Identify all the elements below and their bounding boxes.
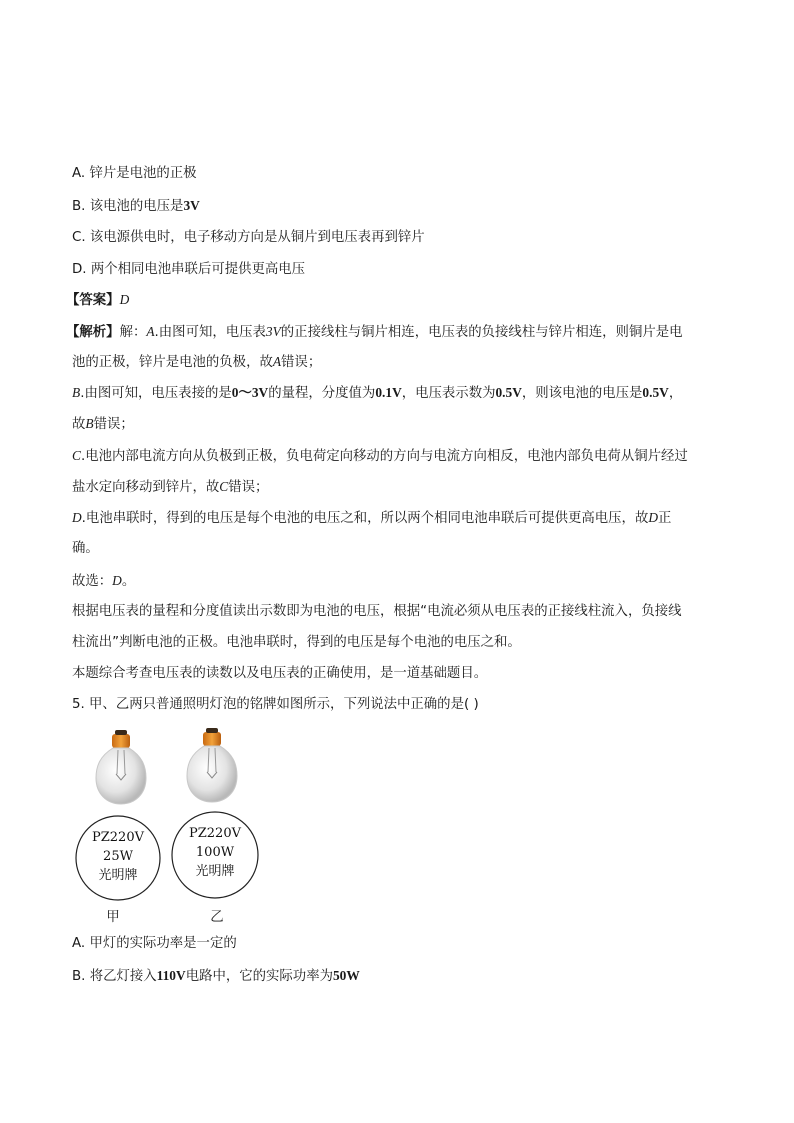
analysis-text: ，	[668, 386, 683, 401]
bulb-figure	[72, 722, 272, 927]
analysis-line-5	[72, 446, 728, 467]
analysis-var: D	[112, 573, 122, 588]
analysis-summary-1	[72, 602, 728, 622]
analysis-text: 的量程，分度值为	[268, 386, 376, 401]
option-num: 110V	[156, 968, 186, 983]
analysis-text: .电池内部电流方向从负极到正极，负电荷定向移动的方向与电流方向相反，电池内部负电荷从铜片经过	[80, 449, 688, 464]
analysis-line-7	[72, 508, 728, 529]
analysis-text: 解：	[119, 325, 147, 340]
analysis-text: ，则该电池的电压是	[521, 386, 643, 401]
question-5-stem	[72, 695, 728, 715]
analysis-var: D	[72, 510, 82, 525]
analysis-var: B	[85, 416, 94, 431]
nameplate-jia-text	[73, 828, 163, 885]
analysis-var: D	[648, 510, 659, 525]
analysis-text: .电池串联时，得到的电压是每个电池的电压之和，所以两个相同电池串联后可提供更高电压，故	[81, 511, 649, 526]
option-b-text: B. 该电池的电压是	[72, 199, 184, 214]
bulb-yi-power: 100W	[195, 845, 235, 860]
analysis-text: 错误；	[281, 355, 322, 370]
analysis-num: 0.5V	[495, 385, 522, 400]
analysis-text: 确。	[72, 541, 99, 556]
analysis-line-3	[72, 383, 728, 404]
answer-line	[66, 290, 728, 311]
bulb-yi-icon	[187, 728, 237, 802]
analysis-var: A	[272, 354, 282, 369]
analysis-num: 0.5V	[642, 385, 669, 400]
answer-value: D	[119, 292, 130, 307]
analysis-choose	[72, 571, 728, 592]
analysis-num: 0.1V	[375, 385, 402, 400]
analysis-num: 0～3V	[231, 385, 269, 400]
analysis-text: 正	[658, 511, 672, 526]
analysis-summary-2	[72, 633, 728, 653]
analysis-var: A	[146, 324, 155, 339]
analysis-text: 的正接线柱与铜片相连，电压表的负接线柱与锌片相连，则铜片是电	[280, 325, 683, 340]
option-b-value: 3V	[183, 198, 200, 213]
analysis-line-2	[72, 352, 728, 373]
bulb-jia-brand: 光明牌	[98, 868, 138, 883]
option-a-text: A. 锌片是电池的正极	[72, 166, 197, 181]
option-text: 电路中，它的实际功率为	[185, 969, 333, 984]
analysis-text: 错误；	[228, 480, 269, 495]
option-a	[72, 164, 728, 184]
analysis-text: ，电压表示数为	[401, 386, 496, 401]
analysis-var: C	[72, 448, 81, 463]
analysis-text: 本题综合考查电压表的读数以及电压表的正确使用，是一道基础题目。	[72, 666, 488, 681]
option-b	[72, 196, 728, 217]
question-5-option-a	[72, 934, 728, 954]
analysis-line-1	[66, 322, 728, 343]
bulb-jia-icon	[96, 730, 146, 804]
analysis-var: C	[219, 479, 229, 494]
caption-jia: 甲	[106, 910, 120, 925]
analysis-var: 3V	[265, 324, 281, 339]
bulb-yi-brand: 光明牌	[195, 864, 235, 879]
option-text: B. 将乙灯接入	[72, 969, 157, 984]
nameplate-yi-text	[170, 824, 260, 881]
question-5-option-b	[72, 966, 728, 987]
analysis-text: 故选：	[72, 574, 113, 589]
analysis-summary-3	[72, 664, 728, 684]
analysis-text: .由图可知，电压表	[154, 325, 266, 340]
option-c	[72, 228, 728, 248]
analysis-text: .由图可知，电压表接的是	[80, 386, 232, 401]
analysis-label: 【解析】	[66, 325, 120, 340]
analysis-var: B	[72, 385, 81, 400]
analysis-text: 柱流出”判断电池的正极。电池串联时，得到的电压是每个电池的电压之和。	[72, 635, 521, 650]
option-num: 50W	[332, 968, 360, 983]
option-d-text: D. 两个相同电池串联后可提供更高电压	[72, 262, 306, 277]
analysis-line-6	[72, 477, 728, 498]
analysis-text: 根据电压表的量程和分度值读出示数即为电池的电压，根据“电流必须从电压表的正接线柱流入，负接线	[72, 604, 682, 619]
analysis-text: 池的正极，锌片是电池的负极，故	[72, 355, 273, 370]
caption-yi: 乙	[210, 910, 224, 925]
option-text: A. 甲灯的实际功率是一定的	[72, 936, 237, 951]
question-text: 5. 甲、乙两只普通照明灯泡的铭牌如图所示，下列说法中正确的是( )	[72, 697, 479, 712]
analysis-text: 盐水定向移动到锌片，故	[72, 480, 220, 495]
option-c-text: C. 该电源供电时，电子移动方向是从铜片到电压表再到锌片	[72, 230, 425, 245]
analysis-line-8	[72, 539, 728, 559]
analysis-text: 。	[121, 574, 136, 589]
option-d	[72, 260, 728, 280]
analysis-text: 故	[72, 417, 86, 432]
bulb-yi-model: PZ220V	[189, 826, 241, 841]
analysis-line-4	[72, 414, 728, 435]
bulb-jia-model: PZ220V	[92, 830, 144, 845]
bulb-jia-power: 25W	[103, 849, 133, 864]
answer-label: 【答案】	[66, 293, 120, 308]
analysis-text: 错误；	[93, 417, 134, 432]
